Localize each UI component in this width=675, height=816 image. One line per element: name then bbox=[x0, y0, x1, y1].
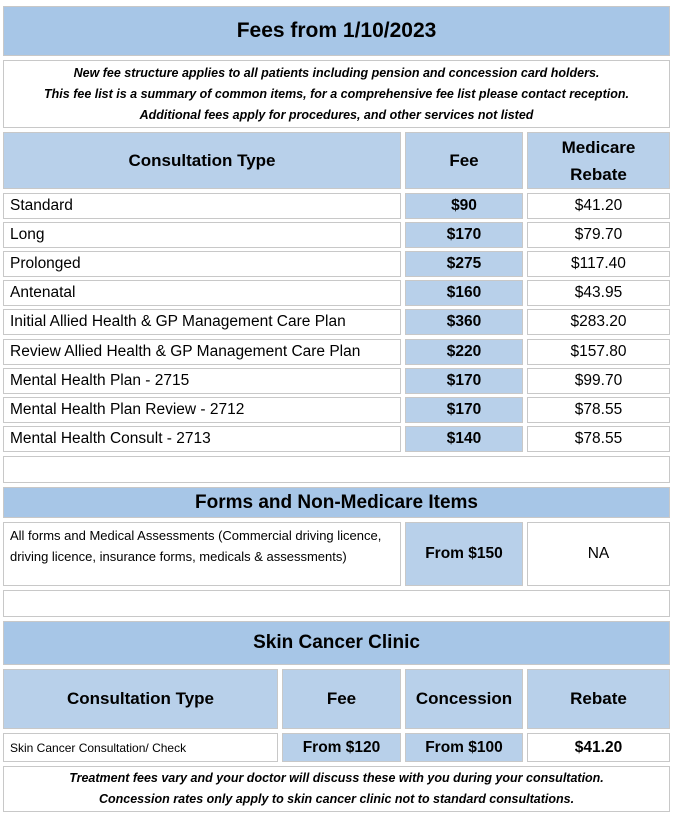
section-title-text: Forms and Non-Medicare Items bbox=[195, 491, 478, 513]
consultation-type-cell: Prolonged bbox=[3, 251, 401, 277]
header-label: Medicare bbox=[561, 137, 636, 157]
skin-consultation-type-header bbox=[3, 669, 278, 729]
header-label: Consultation Type bbox=[128, 150, 276, 170]
consultation-type-cell: Review Allied Health & GP Management Care Plan bbox=[3, 339, 401, 365]
header-label: Rebate bbox=[570, 164, 627, 184]
forms-description-cell: All forms and Medical Assessments (Commercial driving licence, driving licence, insurance forms, medicals & assessments) bbox=[3, 522, 401, 586]
table-row bbox=[0, 251, 675, 277]
fee-header bbox=[405, 132, 523, 189]
header-label: Consultation Type bbox=[66, 689, 214, 708]
rebate-cell: $43.95 bbox=[527, 280, 670, 306]
fee-note: New fee structure applies to all patients including pension and concession card holders. bbox=[73, 66, 600, 80]
table-row bbox=[0, 193, 675, 219]
fee-cell: $160 bbox=[405, 280, 523, 306]
header-label: Rebate bbox=[570, 689, 627, 708]
consultation-type-cell: Antenatal bbox=[3, 280, 401, 306]
page-title-text: Fees from 1/10/2023 bbox=[236, 19, 437, 42]
rebate-cell: $99.70 bbox=[527, 368, 670, 394]
footer-notes bbox=[3, 766, 670, 812]
rebate-cell: $117.40 bbox=[527, 251, 670, 277]
fee-cell: $360 bbox=[405, 309, 523, 335]
skin-concession-cell: From $100 bbox=[405, 733, 523, 762]
consultation-type-header bbox=[3, 132, 401, 189]
table-row bbox=[0, 397, 675, 423]
fee-note: Additional fees apply for procedures, and other services not listed bbox=[139, 108, 534, 122]
rebate-cell: $79.70 bbox=[527, 222, 670, 248]
forms-rebate-cell: NA bbox=[527, 522, 670, 586]
table-row bbox=[0, 368, 675, 394]
consultation-type-cell: Mental Health Consult - 2713 bbox=[3, 426, 401, 452]
skin-consultation-type-cell: Skin Cancer Consultation/ Check bbox=[3, 733, 278, 762]
header-label: Fee bbox=[326, 689, 357, 708]
consultation-type-cell: Initial Allied Health & GP Management Care Plan bbox=[3, 309, 401, 335]
fee-cell: $90 bbox=[405, 193, 523, 219]
table-row bbox=[0, 309, 675, 335]
rebate-cell: $78.55 bbox=[527, 426, 670, 452]
skin-rebate-cell: $41.20 bbox=[527, 733, 670, 762]
section-title-text: Skin Cancer Clinic bbox=[253, 632, 420, 653]
consultation-type-cell: Mental Health Plan - 2715 bbox=[3, 368, 401, 394]
rebate-cell: $41.20 bbox=[527, 193, 670, 219]
skin-fee-header bbox=[282, 669, 401, 729]
footer-note: Treatment fees vary and your doctor will discuss these with you during your consultation. bbox=[69, 771, 604, 785]
forms-fee-cell: From $150 bbox=[405, 522, 523, 586]
fee-cell: $275 bbox=[405, 251, 523, 277]
fee-notes bbox=[3, 60, 670, 128]
consultation-type-cell: Mental Health Plan Review - 2712 bbox=[3, 397, 401, 423]
fee-cell: $220 bbox=[405, 339, 523, 365]
fee-cell: $140 bbox=[405, 426, 523, 452]
header-label: Fee bbox=[449, 150, 479, 170]
footer-note: Concession rates only apply to skin cancer clinic not to standard consultations. bbox=[98, 792, 575, 806]
forms-section-title bbox=[3, 487, 670, 518]
spacer-row bbox=[3, 456, 670, 483]
page-title bbox=[3, 6, 670, 56]
consultation-type-cell: Long bbox=[3, 222, 401, 248]
skin-concession-header bbox=[405, 669, 523, 729]
table-row bbox=[0, 339, 675, 365]
rebate-cell: $283.20 bbox=[527, 309, 670, 335]
table-row bbox=[0, 280, 675, 306]
table-row bbox=[0, 426, 675, 452]
fee-cell: $170 bbox=[405, 397, 523, 423]
skin-rebate-header bbox=[527, 669, 670, 729]
medicare-rebate-header bbox=[527, 132, 670, 189]
header-label: Concession bbox=[415, 689, 513, 708]
skin-fee-cell: From $120 bbox=[282, 733, 401, 762]
rebate-cell: $157.80 bbox=[527, 339, 670, 365]
rebate-cell: $78.55 bbox=[527, 397, 670, 423]
table-row bbox=[0, 222, 675, 248]
fee-note: This fee list is a summary of common items, for a comprehensive fee list please contact reception. bbox=[44, 87, 629, 101]
spacer-row bbox=[3, 590, 670, 617]
consultation-type-cell: Standard bbox=[3, 193, 401, 219]
skin-cancer-section-title bbox=[3, 621, 670, 665]
fee-cell: $170 bbox=[405, 222, 523, 248]
fee-cell: $170 bbox=[405, 368, 523, 394]
